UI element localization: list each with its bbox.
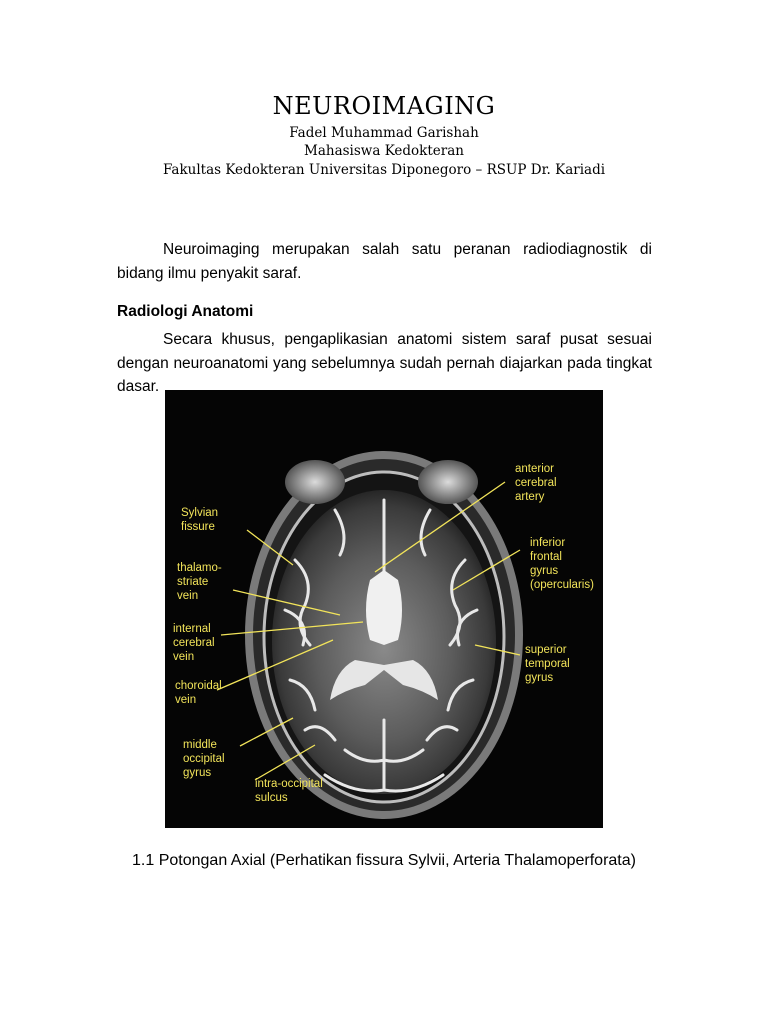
section-paragraph: [117, 328, 652, 399]
label-sylvian-fissure: Sylvian fissure: [181, 507, 219, 533]
section-heading: Radiologi Anatomi: [117, 303, 254, 320]
label-intra-occipital-sulcus: intra-occipital sulcus: [255, 778, 323, 804]
section-text: Secara khusus, pengaplikasian anatomi sistem saraf pusat sesuai dengan neuroanatomi yang sebelumnya sudah pernah diajarkan pada tingkat dasar.: [117, 331, 652, 395]
intro-text: Neuroimaging merupakan salah satu peranan radiodiagnostik di bidang ilmu penyakit saraf.: [117, 241, 652, 282]
author-role: Mahasiswa Kedokteran: [304, 143, 464, 159]
intro-paragraph: [117, 238, 652, 285]
figure-caption: 1.1 Potongan Axial (Perhatikan fissura Sylvii, Arteria Thalamoperforata): [132, 852, 636, 869]
label-inferior-frontal-gyrus: inferior frontal gyrus (opercularis): [530, 537, 594, 591]
label-anterior-cerebral-artery: anterior cerebral artery: [515, 463, 557, 503]
author-affiliation: Fakultas Kedokteran Universitas Diponegoro – RSUP Dr. Kariadi: [162, 162, 606, 178]
right-orbit: [418, 460, 478, 504]
left-orbit: [285, 460, 345, 504]
frontal-horns: [366, 570, 402, 645]
label-internal-cerebral-vein: internal cerebral vein: [173, 623, 215, 663]
label-choroidal-vein: choroidal vein: [175, 680, 222, 706]
label-superior-temporal-gyrus: superior temporal gyrus: [525, 644, 570, 684]
label-middle-occipital-gyrus: middle occipital gyrus: [183, 739, 225, 779]
mri-axial-figure: [165, 390, 603, 828]
document-title: NEUROIMAGING: [272, 92, 496, 120]
mri-image: [165, 390, 603, 828]
author-name: Fadel Muhammad Garishah: [289, 125, 479, 141]
label-thalamostriate-vein: thalamo- striate vein: [177, 562, 222, 602]
